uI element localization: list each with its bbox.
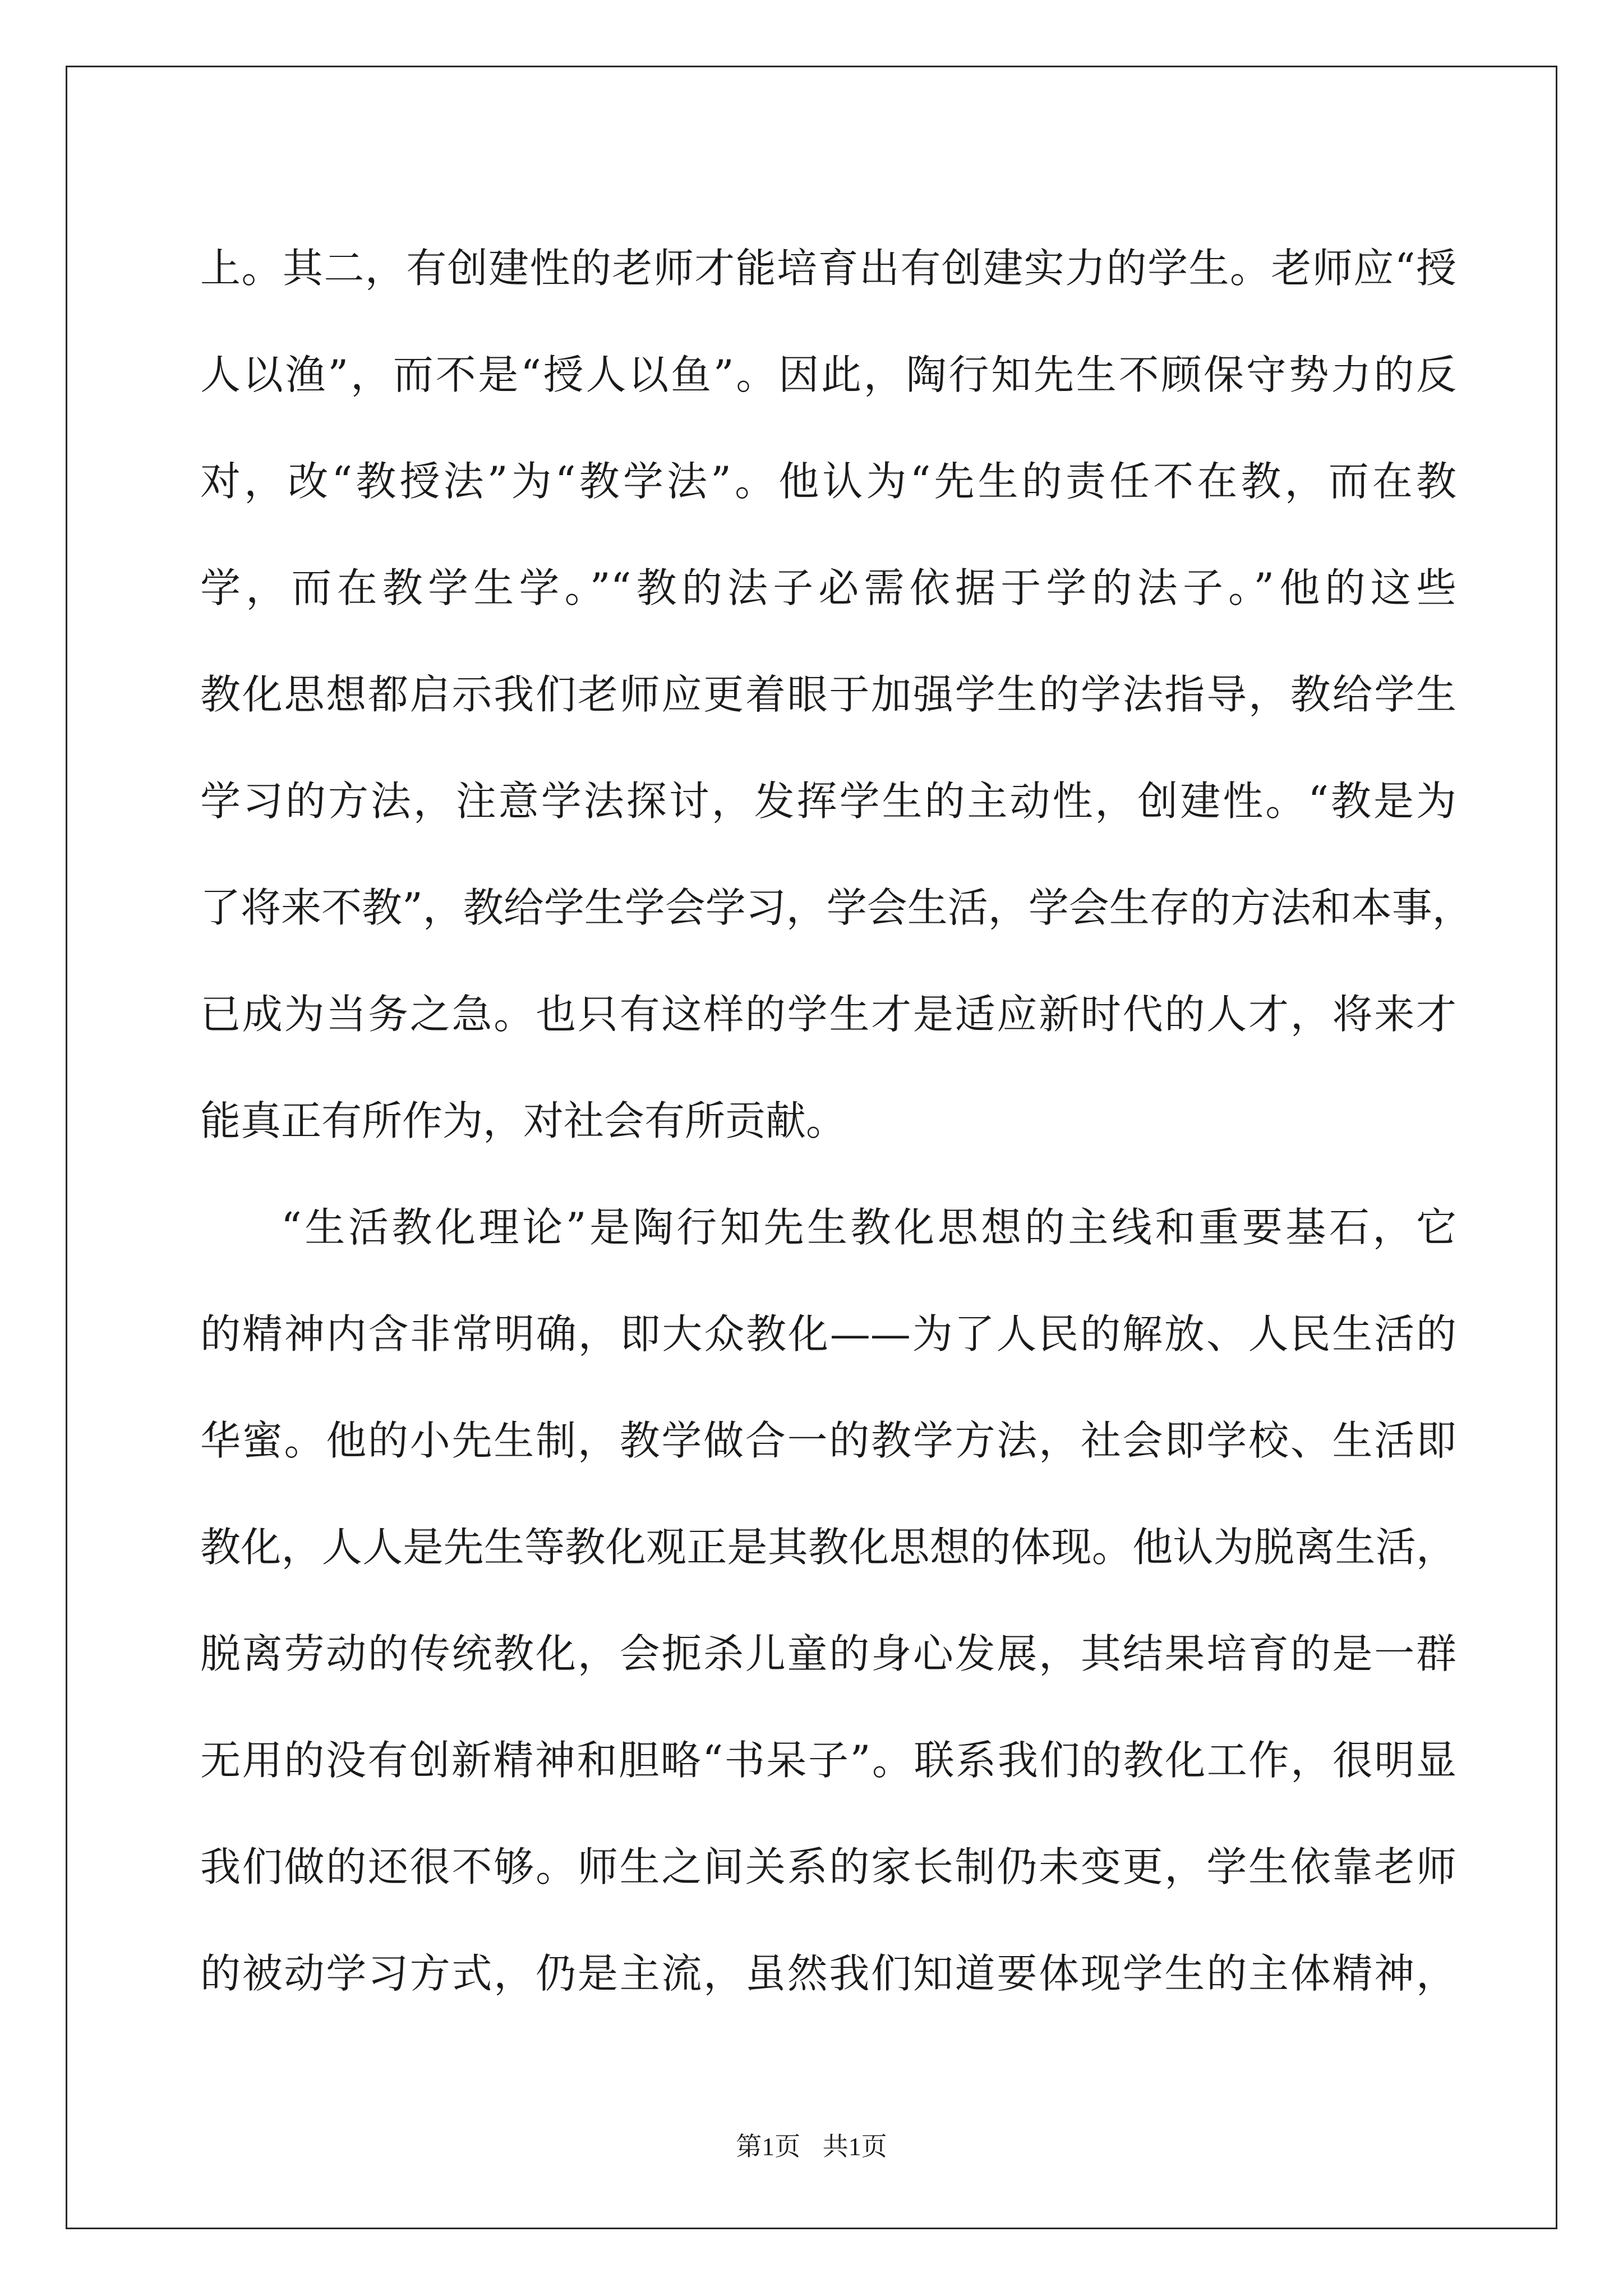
text-line: 人以渔”，而不是“授人以鱼”。因此，陶行知先生不顾保守势力的反 bbox=[200, 351, 1456, 398]
text-line: 了将来不教”，教给学生学会学习，学会生活，学会生存的方法和本事， bbox=[200, 884, 1473, 931]
page-footer bbox=[0, 2126, 1623, 2163]
page-number-current: 第1页 bbox=[736, 2132, 801, 2161]
paragraph-1 bbox=[200, 215, 1473, 1174]
text-line: 学，而在教学生学。”“教的法子必需依据于学的法子。”他的这些 bbox=[200, 564, 1456, 611]
text-line: “生活教化理论”是陶行知先生教化思想的主线和重要基石，它 bbox=[281, 1204, 1456, 1251]
text-line: 教化，人人是先生等教化观正是其教化思想的体现。他认为脱离生活， bbox=[200, 1524, 1456, 1571]
text-line: 教化思想都启示我们老师应更着眼于加强学生的学法指导，教给学生 bbox=[200, 671, 1456, 718]
document-body bbox=[200, 215, 1473, 2027]
text-line: 的精神内含非常明确，即大众教化——为了人民的解放、人民生活的 bbox=[200, 1310, 1456, 1358]
text-line: 学习的方法，注意学法探讨，发挥学生的主动性，创建性。“教是为 bbox=[200, 777, 1456, 825]
text-line: 的被动学习方式，仍是主流，虽然我们知道要体现学生的主体精神， bbox=[200, 1950, 1456, 1997]
page-number-total: 共1页 bbox=[822, 2132, 887, 2161]
text-line: 无用的没有创新精神和胆略“书呆子”。联系我们的教化工作，很明显 bbox=[200, 1737, 1456, 1784]
text-line: 我们做的还很不够。师生之间关系的家长制仍未变更，学生依靠老师 bbox=[200, 1843, 1456, 1890]
paragraph-2 bbox=[200, 1174, 1456, 2027]
text-line: 对，改“教授法”为“教学法”。他认为“先生的责任不在教，而在教 bbox=[200, 458, 1456, 505]
text-line: 华蜜。他的小先生制，教学做合一的教学方法，社会即学校、生活即 bbox=[200, 1417, 1456, 1464]
text-line: 上。其二，有创建性的老师才能培育出有创建实力的学生。老师应“授 bbox=[200, 245, 1456, 292]
text-line: 脱离劳动的传统教化，会扼杀儿童的身心发展，其结果培育的是一群 bbox=[200, 1630, 1456, 1677]
text-line: 已成为当务之急。也只有这样的学生才是适应新时代的人才，将来才 bbox=[200, 991, 1456, 1038]
text-line: 能真正有所作为，对社会有所贡献。 bbox=[200, 1097, 847, 1144]
